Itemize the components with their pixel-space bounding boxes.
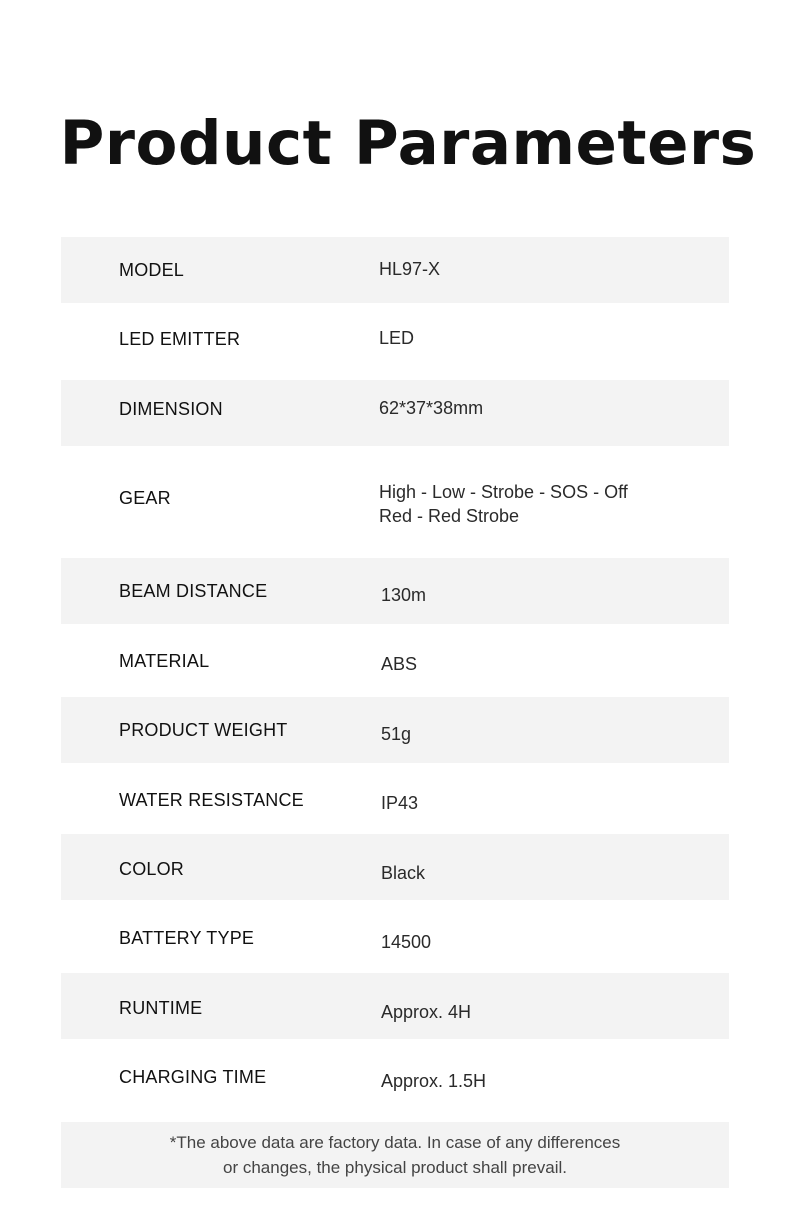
param-label: WATER RESISTANCE	[119, 790, 304, 810]
param-value: 130m	[381, 585, 427, 605]
param-row-beam-distance	[61, 558, 729, 624]
param-row-gear	[61, 446, 729, 558]
param-value: Approx. 1.5H	[381, 1071, 487, 1091]
param-label: GEAR	[119, 488, 171, 508]
footnote-line-1: *The above data are factory data. In case of any differences	[169, 1133, 621, 1152]
param-label: RUNTIME	[119, 998, 203, 1018]
param-label: MATERIAL	[119, 651, 210, 671]
param-value: 51g	[381, 724, 412, 744]
param-row-runtime	[61, 973, 729, 1039]
param-value-line-2: Red - Red Strobe	[379, 506, 520, 526]
param-row-color	[61, 834, 729, 900]
param-label: PRODUCT WEIGHT	[119, 720, 288, 740]
param-value: Approx. 4H	[381, 1002, 472, 1022]
param-label: COLOR	[119, 859, 185, 879]
param-value: HL97-X	[379, 259, 441, 279]
param-row-product-weight	[61, 697, 729, 763]
param-row-water-resistance	[61, 763, 729, 834]
page-title: Product Parameters	[59, 108, 757, 179]
param-row-charging-time	[61, 1039, 729, 1122]
param-value: Black	[381, 863, 426, 883]
param-row-led-emitter	[61, 303, 729, 380]
param-label: MODEL	[119, 260, 185, 280]
param-row-material	[61, 624, 729, 697]
footnote-line-2: or changes, the physical product shall prevail.	[223, 1158, 567, 1177]
param-label: BEAM DISTANCE	[119, 581, 268, 601]
footnote	[61, 1122, 729, 1188]
param-value: IP43	[381, 793, 419, 813]
param-value: 14500	[381, 932, 432, 952]
param-label: DIMENSION	[119, 399, 223, 419]
param-value: ABS	[381, 654, 418, 674]
param-label: BATTERY TYPE	[119, 928, 255, 948]
param-value-line-1: High - Low - Strobe - SOS - Off	[379, 482, 628, 502]
param-label: CHARGING TIME	[119, 1067, 267, 1087]
param-value: 62*37*38mm	[379, 398, 484, 418]
param-value: LED	[379, 328, 415, 348]
param-row-dimension	[61, 380, 729, 446]
param-label: LED EMITTER	[119, 329, 241, 349]
param-row-model	[61, 237, 729, 303]
param-row-battery-type	[61, 900, 729, 973]
